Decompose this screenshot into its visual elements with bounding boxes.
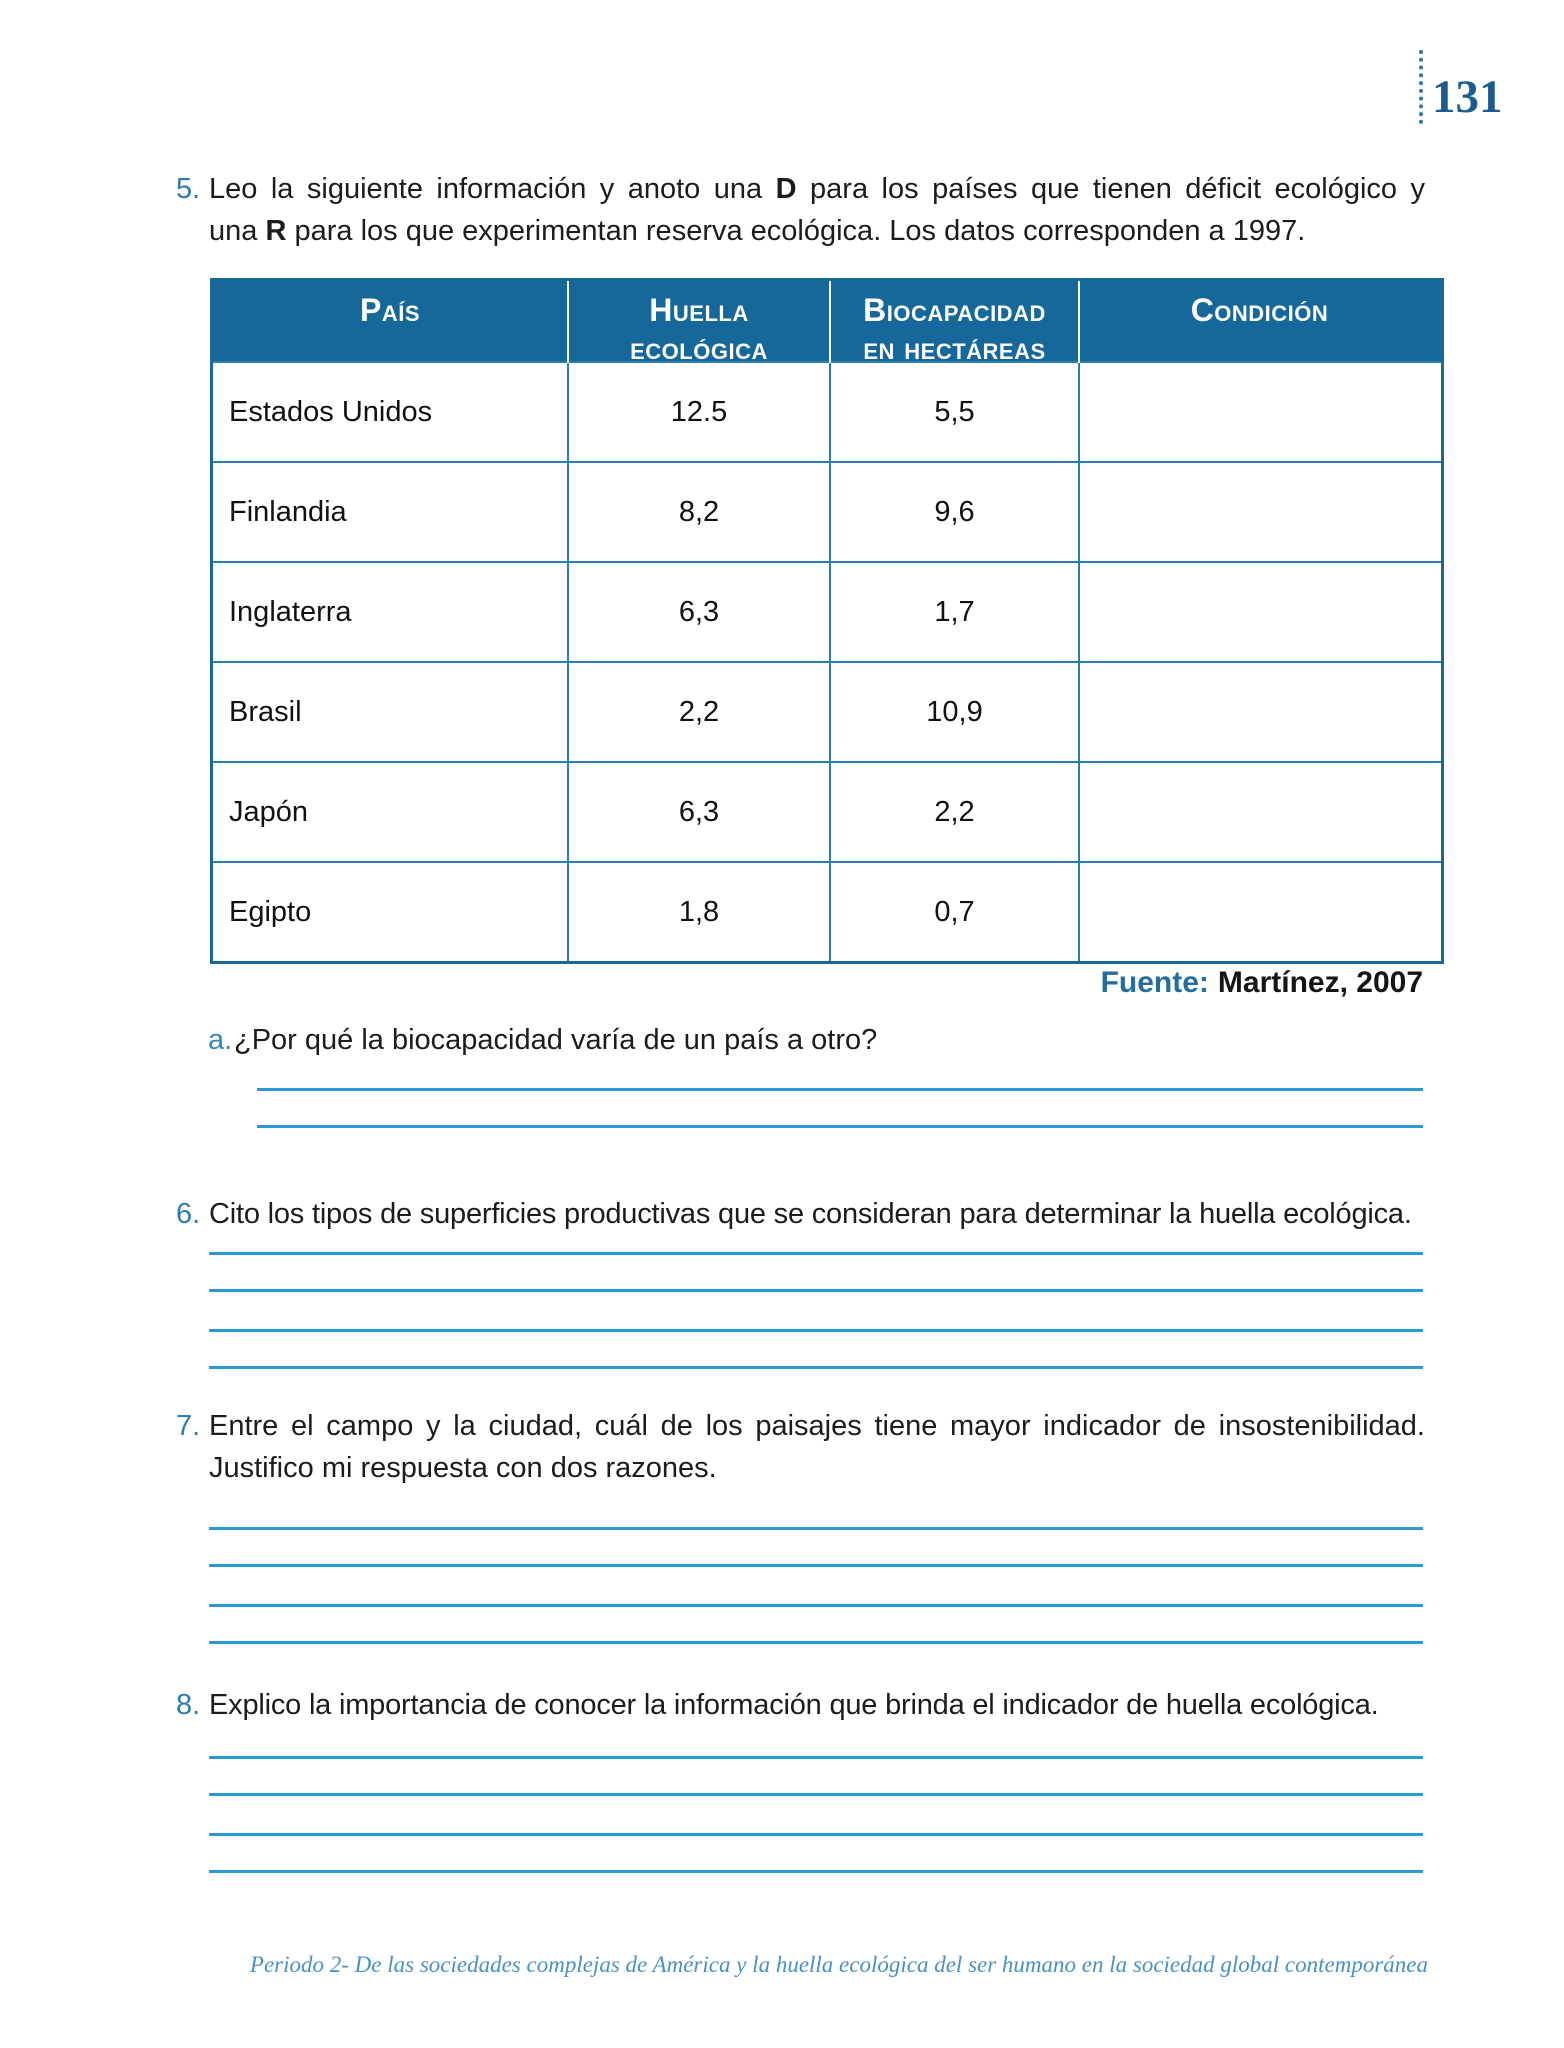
- question-5-line1: [209, 168, 1425, 210]
- huella-cell: 6,3: [567, 763, 829, 861]
- question-5-line1-seg2: para los países que tienen déficit ecológico y: [796, 173, 1425, 205]
- table-row: [213, 861, 1441, 961]
- table-header-pais: País: [359, 292, 421, 328]
- question-5a: [208, 1019, 1434, 1061]
- answer-line: [209, 1289, 1423, 1292]
- page-number: 131: [1432, 71, 1503, 123]
- huella-cell: 12.5: [567, 363, 829, 461]
- huella-cell: 6,3: [567, 563, 829, 661]
- question-7-line2: Justifico mi respuesta con dos razones.: [209, 1452, 717, 1484]
- answer-line: [209, 1870, 1423, 1873]
- biocapacidad-cell: 9,6: [829, 463, 1078, 561]
- country-cell: Inglaterra: [229, 595, 352, 628]
- table-header-huella: [567, 281, 829, 367]
- table-row: [213, 561, 1441, 661]
- question-5-line1-seg1: Leo la siguiente información y anoto una: [209, 173, 776, 205]
- answer-line: [257, 1088, 1423, 1091]
- answer-lines-7: [209, 1527, 1423, 1647]
- table-row: [213, 761, 1441, 861]
- question-5-line2-seg1: una: [209, 215, 266, 247]
- question-7-number: 7.: [176, 1410, 201, 1442]
- answer-line: [209, 1564, 1423, 1567]
- source-caption: [1101, 966, 1423, 1000]
- biocapacidad-cell: 1,7: [829, 563, 1078, 661]
- question-6-text: Cito los tipos de superficies productivas que se consideran para determinar la huella ecológica.: [209, 1198, 1412, 1230]
- biocapacidad-cell: 10,9: [829, 663, 1078, 761]
- country-cell: Estados Unidos: [229, 395, 433, 428]
- answer-line: [257, 1125, 1423, 1128]
- question-7-text: [209, 1405, 1425, 1489]
- country-cell: Egipto: [229, 895, 312, 928]
- question-7-line1: Entre el campo y la ciudad, cuál de los paisajes tiene mayor indicador de insostenibilidad.: [209, 1410, 1425, 1442]
- country-cell: Japón: [229, 795, 309, 828]
- answer-lines-6: [209, 1252, 1423, 1372]
- answer-line: [209, 1329, 1423, 1332]
- huella-cell: 8,2: [567, 463, 829, 561]
- condicion-cell-blank: [1078, 363, 1439, 461]
- source-label: Fuente:: [1100, 966, 1209, 999]
- table-row: [213, 361, 1441, 461]
- question-6-number: 6.: [176, 1198, 201, 1230]
- question-7: [176, 1405, 1425, 1489]
- condicion-cell-blank: [1078, 763, 1439, 861]
- question-8-number: 8.: [176, 1689, 201, 1721]
- table-row: [213, 461, 1441, 561]
- question-8-text: Explico la importancia de conocer la información que brinda el indicador de huella ecológica.: [209, 1689, 1379, 1721]
- page-number-dotted-line: [1419, 50, 1423, 124]
- answer-line: [209, 1527, 1423, 1530]
- biocapacidad-cell: 5,5: [829, 363, 1078, 461]
- condicion-cell-blank: [1078, 663, 1439, 761]
- ecological-footprint-table: [210, 278, 1444, 964]
- table-header-huella-line1: Huella: [649, 292, 749, 328]
- footer-caption: Periodo 2- De las sociedades complejas de América y la huella ecológica del ser humano en la sociedad global contemporánea: [249, 1952, 1428, 1977]
- huella-cell: 1,8: [567, 863, 829, 961]
- biocapacidad-cell: 0,7: [829, 863, 1078, 961]
- answer-line: [209, 1604, 1423, 1607]
- table-header-biocapacidad-line2: en hectáreas: [863, 330, 1046, 366]
- table-header-biocapacidad-line1: Biocapacidad: [863, 292, 1046, 328]
- table-header-row: [213, 281, 1441, 366]
- country-cell: Finlandia: [229, 495, 347, 528]
- answer-lines-8: [209, 1756, 1423, 1876]
- question-5-line2: [209, 210, 1425, 252]
- question-5-bold-R: R: [265, 215, 287, 247]
- answer-line: [209, 1366, 1423, 1369]
- question-5a-letter: a.: [208, 1024, 233, 1056]
- question-5-bold-D: D: [775, 173, 797, 205]
- source-value: Martínez, 2007: [1217, 966, 1423, 999]
- answer-line: [209, 1252, 1423, 1255]
- answer-lines-5a: [257, 1088, 1423, 1130]
- condicion-cell-blank: [1078, 863, 1439, 961]
- table-header-huella-line2: ecológica: [630, 330, 768, 366]
- huella-cell: 2,2: [567, 663, 829, 761]
- answer-line: [209, 1833, 1423, 1836]
- answer-line: [209, 1641, 1423, 1644]
- country-cell: Brasil: [229, 695, 302, 728]
- question-5-text: [209, 168, 1425, 252]
- table-header-condicion: Condición: [1078, 281, 1439, 367]
- question-5: [176, 168, 1425, 252]
- question-5a-text: ¿Por qué la biocapacidad varía de un país a otro?: [234, 1024, 878, 1056]
- biocapacidad-cell: 2,2: [829, 763, 1078, 861]
- answer-line: [209, 1793, 1423, 1796]
- answer-line: [209, 1756, 1423, 1759]
- table-header-biocapacidad: [829, 281, 1078, 367]
- condicion-cell-blank: [1078, 563, 1439, 661]
- question-6: [176, 1193, 1425, 1235]
- question-5-line2-seg2: para los que experimentan reserva ecológica. Los datos corresponden a 1997.: [286, 215, 1306, 247]
- question-8: [176, 1684, 1425, 1726]
- question-5-number: 5.: [176, 173, 201, 205]
- table-row: [213, 661, 1441, 761]
- condicion-cell-blank: [1078, 463, 1439, 561]
